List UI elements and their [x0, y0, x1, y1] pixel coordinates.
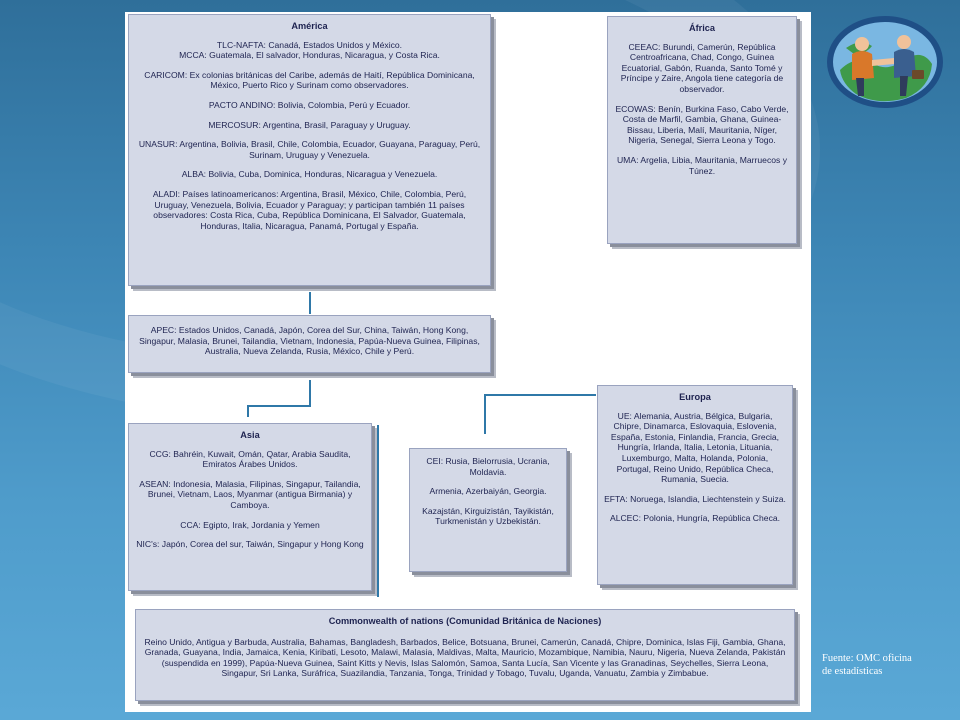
- box-africa-title: África: [688, 23, 716, 33]
- box-africa: [607, 16, 797, 244]
- box-commonwealth: [135, 609, 795, 701]
- box-commonwealth-title: Commonwealth of nations (Comunidad Británica de Naciones): [328, 616, 602, 626]
- africa-item: UMA: Argelia, Libia, Mauritania, Marruecos y Túnez.: [616, 154, 788, 176]
- america-item: CARICOM: Ex colonias británicas del Caribe, además de Haití, República Dominicana, México, Puerto Rico y Surinam como observadores.: [144, 69, 475, 91]
- asia-item: CCA: Egipto, Irak, Jordania y Yemen: [180, 519, 320, 530]
- asia-item: CCG: Bahréin, Kuwait, Omán, Qatar, Arabia Saudita, Emiratos Árabes Unidos.: [149, 448, 351, 470]
- cei-item: Kazajstán, Kirguizistán, Tayikistán, Turkmenistán y Uzbekistán.: [422, 505, 554, 527]
- africa-item: CEEAC: Burundi, Camerún, República Centroafricana, Chad, Congo, Guinea Ecuatorial, Gabón, Ruanda, Santo Tomé y Príncipe y Zaire, Angola tiene categoría de observador.: [620, 41, 784, 94]
- box-europa: [597, 385, 793, 585]
- america-item: ALADI: Países latinoamericanos: Argentina, Brasil, México, Chile, Colombia, Perú, Uruguay, Venezuela, Bolivia, Ecuador y Paraguay; y participan también 11 países observadores: Costa Rica, Cuba, República Dominicana, El Salvador, Guatemala, Honduras, Italia, Nicaragua, Panamá, Portugal y España.: [152, 188, 467, 231]
- europa-item: EFTA: Noruega, Islandia, Liechtenstein y Suiza.: [604, 493, 786, 504]
- connector-america-apec: [309, 292, 311, 314]
- connector-asia-right: [377, 425, 379, 597]
- cei-item: CEI: Rusia, Bielorrusia, Ucrania, Moldavia.: [426, 456, 550, 477]
- box-america-title: América: [291, 21, 328, 31]
- america-item: ALBA: Bolivia, Cuba, Dominica, Honduras, Nicaragua y Venezuela.: [181, 169, 438, 180]
- america-item: MERCOSUR: Argentina, Brasil, Paraguay y Uruguay.: [208, 119, 411, 130]
- box-europa-title: Europa: [679, 392, 711, 402]
- connector-apec-asia: [309, 380, 311, 406]
- source-note: Fuente: OMC oficina de estadísticas: [822, 653, 912, 677]
- connector-asia-down: [247, 405, 249, 417]
- america-item: UNASUR: Argentina, Bolivia, Brasil, Chile, Colombia, Ecuador, Guayana, Paraguay, Perú, Surinam, Uruguay y Venezuela.: [138, 139, 481, 160]
- cei-item: Armenia, Azerbaiyán, Georgia.: [429, 486, 547, 497]
- box-cei: [409, 448, 567, 572]
- europa-item: ALCEC: Polonia, Hungría, República Checa.: [609, 513, 781, 524]
- america-item: TLC-NAFTA: Canadá, Estados Unidos y México. MCCA: Guatemala, El salvador, Honduras, Nicaragua, y Costa Rica.: [179, 39, 440, 61]
- diagram-canvas: [125, 12, 811, 712]
- apec-item: APEC: Estados Unidos, Canadá, Japón, Corea del Sur, China, Taiwán, Hong Kong, Singapur, Malasia, Brunei, Tailandia, Vietnam, Indonesia, Papúa-Nueva Guinea, Filipinas, Australia, Nueva Zelanda, Rusia, México, Chile y Perú.: [139, 325, 480, 357]
- box-apec: [128, 315, 491, 373]
- asia-item: NIC's: Japón, Corea del sur, Taiwán, Singapur y Hong Kong: [136, 539, 364, 550]
- connector-cei-down: [484, 394, 486, 434]
- box-america: [128, 14, 491, 286]
- handshake-globe-icon: [826, 14, 944, 110]
- america-item: PACTO ANDINO: Bolivia, Colombia, Perú y Ecuador.: [208, 99, 411, 110]
- africa-item: ECOWAS: Benín, Burkina Faso, Cabo Verde, Costa de Marfil, Gambia, Ghana, Guinea-Bissau, Liberia, Malí, Mauritania, Níger, Nigeria, Senegal, Sierra Leona y Togo.: [615, 103, 789, 146]
- commonwealth-item: Reino Unido, Antigua y Barbuda, Australia, Bahamas, Bangladesh, Barbados, Belice, Botsuana, Brunei, Camerún, Canadá, Chipre, Dominica, Islas Fiji, Gambia, Ghana, Granada, Guayana, India, Jamaica, Kenia, Kiribati, Lesoto, Malawi, Malasia, Maldivas, Malta, Mauricio, Mozambique, Namibia, Nauru, Nigeria, Nueva Zelanda, Pakistán (suspendida en 1999), Papúa-Nueva Guinea, Saint Kitts y Nevis, Islas Salomón, Samoa, Santa Lucía, San Vicente y las Granadinas, Seychelles, Sierra Leona, Singapur, Sri Lanka, Suráfrica, Suazilandia, Tanzania, Tonga, Trinidad y Tobago, Tuvalu, Uganda, Vanuatu, Zambia y Zimbabue.: [144, 636, 786, 679]
- box-asia-title: Asia: [240, 430, 260, 440]
- connector-cei-europa: [484, 394, 596, 396]
- europa-item: UE: Alemania, Austria, Bélgica, Bulgaria, Chipre, Dinamarca, Eslovaquia, Eslovenia, España, Estonia, Finlandia, Francia, Grecia, Hungría, Irlanda, Italia, Letonia, Lituania, Luxemburgo, Malta, Holanda, Polonia, Portugal, Reino Unido, República Checa, Rumania, Suecia.: [610, 410, 780, 485]
- connector-asia-horizontal: [247, 405, 311, 407]
- asia-item: ASEAN: Indonesia, Malasia, Filipinas, Singapur, Tailandia, Brunei, Vietnam, Laos, Myanmar (antigua Birmania) y Camboya.: [139, 478, 361, 510]
- box-asia: [128, 423, 372, 591]
